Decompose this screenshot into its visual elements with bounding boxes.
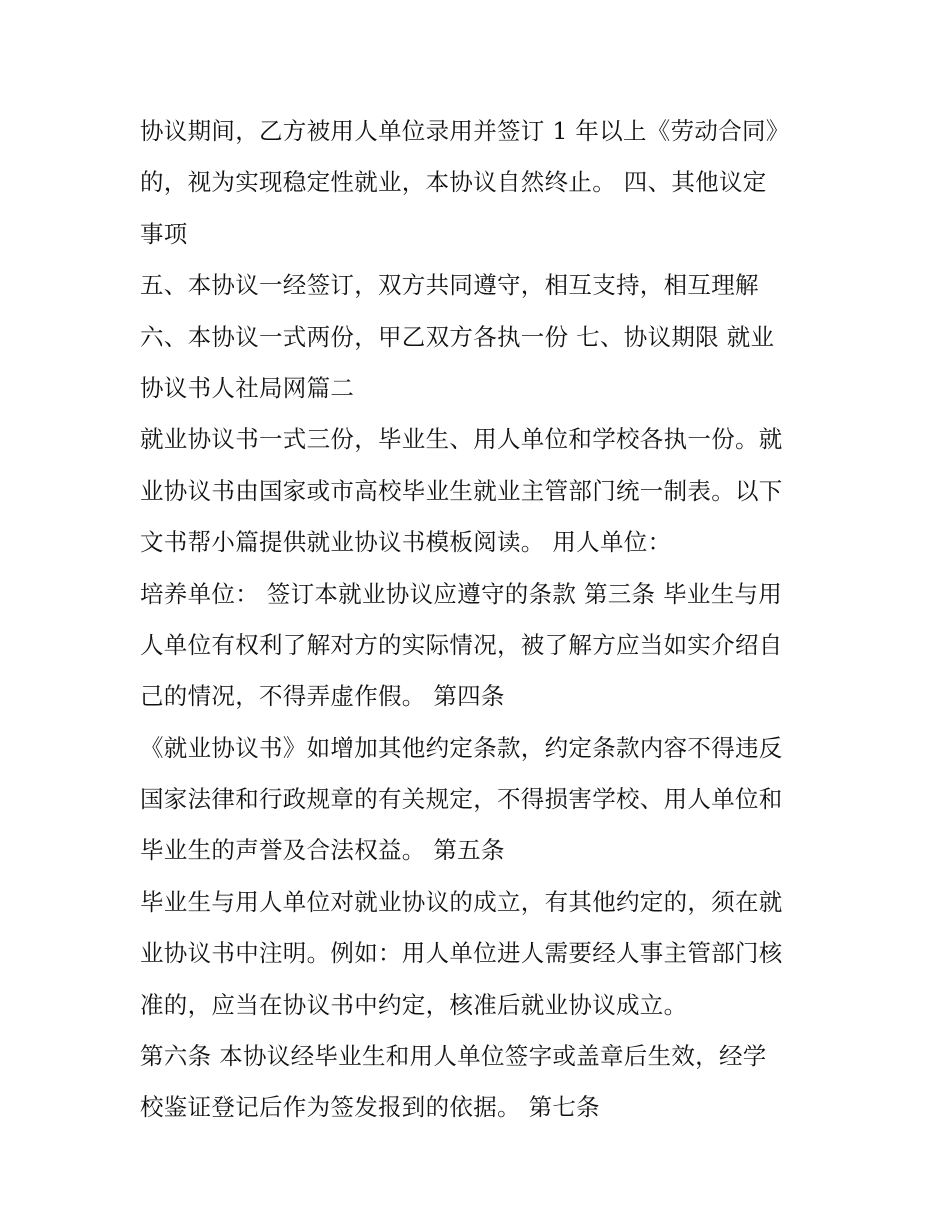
text-line: 协议期间，乙方被用人单位录用并签订 1 年以上《劳动合同》	[140, 117, 790, 145]
text-line: 六、本协议一式两份，甲乙双方各执一份 七、协议期限 就业	[140, 322, 775, 351]
text-line: 的，视为实现稳定性就业，本协议自然终止。 四、其他议定	[140, 168, 767, 197]
text-line: 校鉴证登记后作为签发报到的依据。 第七条	[140, 1093, 600, 1122]
text-line: 《就业协议书》如增加其他约定条款，约定条款内容不得违反	[140, 733, 783, 762]
text-line: 事项	[140, 219, 188, 248]
text-line: 准的，应当在协议书中约定，核准后就业协议成立。	[140, 990, 688, 1019]
text-line: 业协议书由国家或市高校毕业生就业主管部门统一制表。以下	[140, 476, 783, 505]
text-line: 培养单位： 签订本就业协议应遵守的条款 第三条 毕业生与用	[140, 579, 783, 608]
text-line: 毕业生的声誉及合法权益。 第五条	[140, 836, 505, 865]
text-line: 就业协议书一式三份，毕业生、用人单位和学校各执一份。就	[140, 425, 783, 454]
document-body	[140, 106, 830, 1134]
text-line: 毕业生与用人单位对就业协议的成立，有其他约定的，须在就	[140, 887, 783, 916]
text-line: 第六条 本协议经毕业生和用人单位签字或盖章后生效，经学	[140, 1042, 767, 1071]
text-line: 国家法律和行政规章的有关规定，不得损害学校、用人单位和	[140, 785, 783, 814]
text-line: 协议书人社局网篇二	[140, 373, 355, 402]
text-line: 业协议书中注明。例如：用人单位进人需要经人事主管部门核	[140, 939, 783, 968]
text-line: 五、本协议一经签订，双方共同遵守，相互支持，相互理解	[140, 271, 759, 300]
text-line: 己的情况，不得弄虚作假。 第四条	[140, 682, 505, 711]
text-line: 文书帮小篇提供就业协议书模板阅读。 用人单位：	[140, 528, 672, 557]
text-line: 人单位有权利了解对方的实际情况，被了解方应当如实介绍自	[140, 630, 783, 659]
